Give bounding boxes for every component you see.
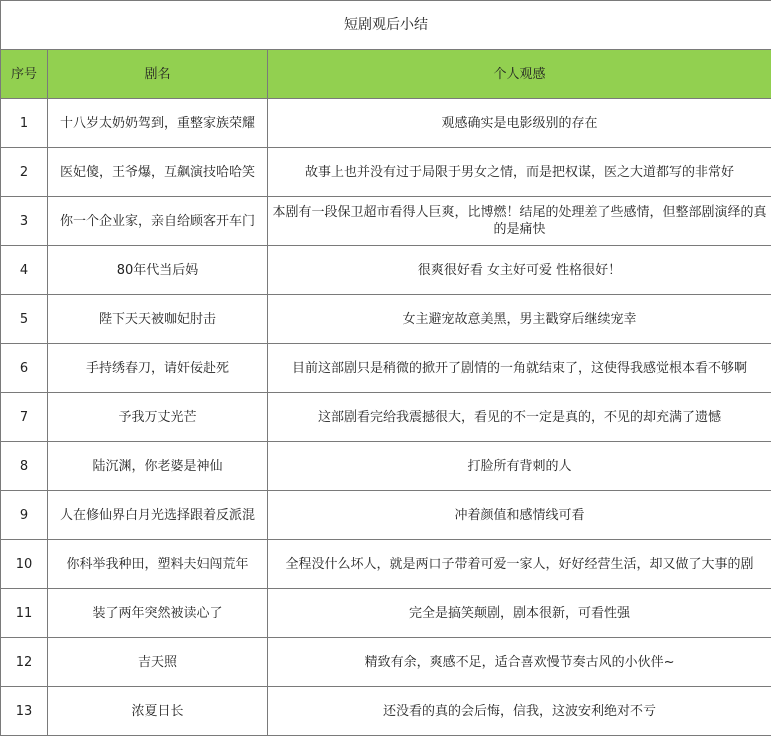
table-row bbox=[1, 148, 771, 197]
table-row bbox=[1, 246, 771, 295]
cell-drama-name: 浓夏日长 bbox=[48, 687, 268, 736]
cell-drama-name: 医妃傻，王爷爆，互飙演技哈哈笑 bbox=[48, 148, 268, 197]
cell-index: 12 bbox=[1, 638, 48, 687]
cell-index: 9 bbox=[1, 491, 48, 540]
table-row bbox=[1, 687, 771, 736]
table-row bbox=[1, 442, 771, 491]
cell-impression: 目前这部剧只是稍微的掀开了剧情的一角就结束了，这使得我感觉根本看不够啊 bbox=[268, 344, 771, 393]
cell-index: 8 bbox=[1, 442, 48, 491]
cell-drama-name: 陛下天天被咖妃肘击 bbox=[48, 295, 268, 344]
cell-index: 2 bbox=[1, 148, 48, 197]
cell-impression: 很爽很好看 女主好可爱 性格很好！ bbox=[268, 246, 771, 295]
cell-drama-name: 你科举我种田，塑料夫妇闯荒年 bbox=[48, 540, 268, 589]
cell-index: 10 bbox=[1, 540, 48, 589]
cell-drama-name: 80年代当后妈 bbox=[48, 246, 268, 295]
cell-drama-name: 十八岁太奶奶驾到，重整家族荣耀 bbox=[48, 99, 268, 148]
cell-drama-name: 手持绣春刀，请奸佞赴死 bbox=[48, 344, 268, 393]
header-row bbox=[1, 50, 771, 99]
table-row bbox=[1, 197, 771, 246]
cell-impression: 精致有余，爽感不足，适合喜欢慢节奏古风的小伙伴~ bbox=[268, 638, 771, 687]
cell-index: 7 bbox=[1, 393, 48, 442]
table-row bbox=[1, 540, 771, 589]
cell-drama-name: 你一个企业家，亲自给顾客开车门 bbox=[48, 197, 268, 246]
cell-impression: 本剧有一段保卫超市看得人巨爽，比博燃！结尾的处理差了些感情，但整部剧演绎的真的是痛快 bbox=[268, 197, 771, 246]
cell-impression: 这部剧看完给我震撼很大，看见的不一定是真的，不见的却充满了遗憾 bbox=[268, 393, 771, 442]
table-row bbox=[1, 589, 771, 638]
cell-drama-name: 吉天照 bbox=[48, 638, 268, 687]
table-row bbox=[1, 344, 771, 393]
cell-index: 11 bbox=[1, 589, 48, 638]
table-row bbox=[1, 638, 771, 687]
cell-impression: 打脸所有背刺的人 bbox=[268, 442, 771, 491]
cell-index: 4 bbox=[1, 246, 48, 295]
table-row bbox=[1, 491, 771, 540]
cell-drama-name: 予我万丈光芒 bbox=[48, 393, 268, 442]
cell-impression: 完全是搞笑颠剧，剧本很新，可看性强 bbox=[268, 589, 771, 638]
table-row bbox=[1, 295, 771, 344]
cell-drama-name: 装了两年突然被读心了 bbox=[48, 589, 268, 638]
title-row bbox=[1, 1, 771, 50]
cell-impression: 观感确实是电影级别的存在 bbox=[268, 99, 771, 148]
table-body bbox=[1, 99, 771, 736]
cell-index: 1 bbox=[1, 99, 48, 148]
cell-impression: 还没看的真的会后悔，信我，这波安利绝对不亏 bbox=[268, 687, 771, 736]
cell-drama-name: 陆沉渊，你老婆是神仙 bbox=[48, 442, 268, 491]
cell-index: 13 bbox=[1, 687, 48, 736]
header-drama-name: 剧名 bbox=[48, 50, 268, 99]
cell-impression: 故事上也并没有过于局限于男女之情，而是把权谋，医之大道都写的非常好 bbox=[268, 148, 771, 197]
cell-index: 3 bbox=[1, 197, 48, 246]
cell-index: 5 bbox=[1, 295, 48, 344]
cell-impression: 冲着颜值和感情线可看 bbox=[268, 491, 771, 540]
cell-drama-name: 人在修仙界白月光选择跟着反派混 bbox=[48, 491, 268, 540]
cell-index: 6 bbox=[1, 344, 48, 393]
cell-impression: 女主避宠故意美黑，男主戳穿后继续宠幸 bbox=[268, 295, 771, 344]
table-title: 短剧观后小结 bbox=[1, 1, 771, 50]
header-impression: 个人观感 bbox=[268, 50, 771, 99]
header-index: 序号 bbox=[1, 50, 48, 99]
table-row bbox=[1, 393, 771, 442]
table-row bbox=[1, 99, 771, 148]
cell-impression: 全程没什么坏人，就是两口子带着可爱一家人，好好经营生活，却又做了大事的剧 bbox=[268, 540, 771, 589]
